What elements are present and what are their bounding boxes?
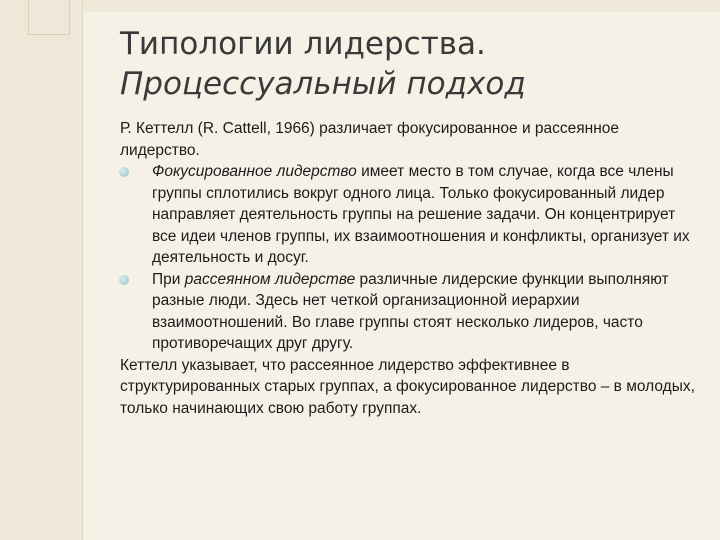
conclusion-paragraph: Кеттелл указывает, что рассеянное лидерство эффективнее в структурированных старых группах, а фокусированное лидерство – в молодых, только начинающих свою работу группах. [120,356,695,417]
corner-decoration [28,0,70,35]
top-border [0,0,720,12]
bullet-item-dispersed [120,269,700,355]
slide-body [120,118,700,419]
slide-title [120,24,700,104]
left-decorative-band [0,0,83,540]
title-line-1: Типологии лидерства. [120,26,486,62]
bullet-lead-italic: Фокусированное лидерство [152,163,357,180]
bullet-lead-italic: рассеянном лидерстве [184,270,356,288]
bullet-text: имеет место в том случае, когда все члены группы сплотились вокруг одного лица. Только фокусированный лидер направляет деятельность группы на решение задачи. Он концентрирует все идеи членов группы, их взаимоотношения и конфликты, организует их деятельность и досуг. [152,163,690,266]
bullet-lead-plain: При [152,270,185,288]
intro-paragraph: Р. Кеттелл (R. Cattell, 1966) различает фокусированное и рассеянное лидерство. [120,120,620,159]
title-line-2: Процессуальный подход [120,66,526,102]
bullet-text: различные лидерские функции выполняют разные люди. Здесь нет четкой организационной иерархии взаимоотношений. Во главе группы стоят несколько лидеров, часто противоречащих друг другу. [152,270,669,352]
bullet-item-focused [120,161,700,269]
bullet-dot-icon [119,167,129,177]
bullet-dot-icon [119,275,129,285]
